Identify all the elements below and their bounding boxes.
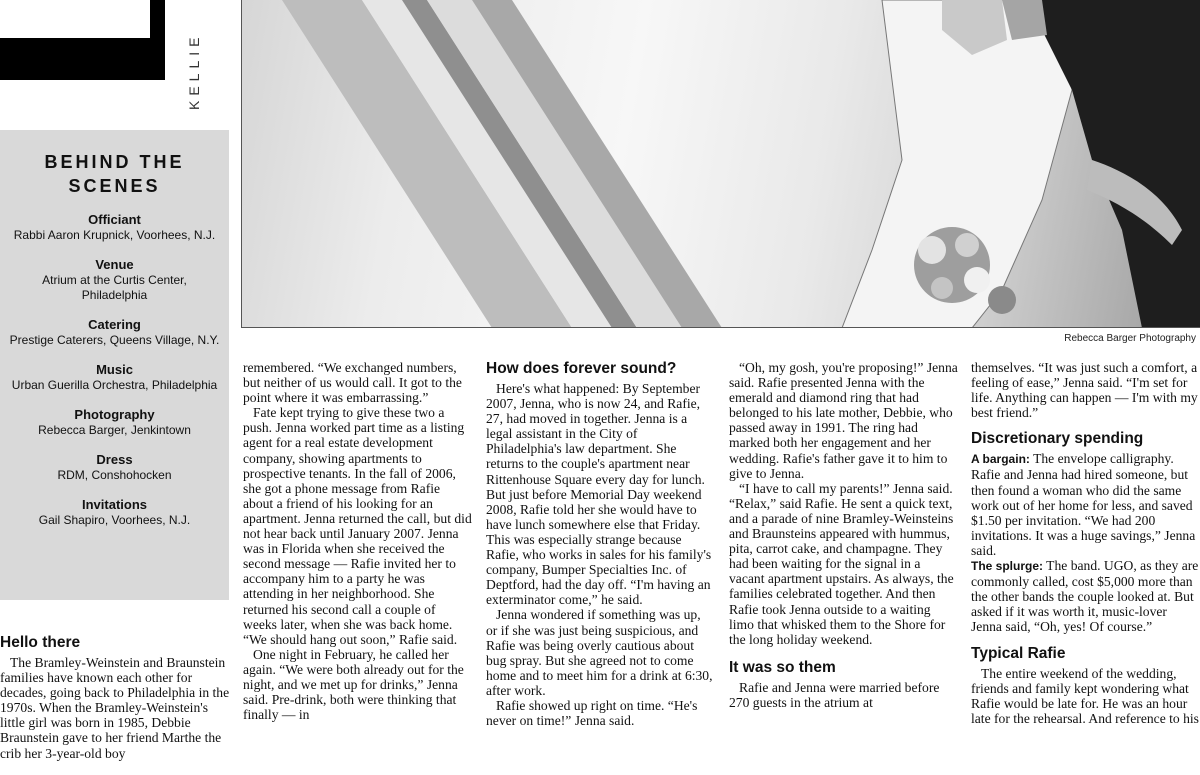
credit-item-music — [8, 362, 221, 393]
paragraph-text: The band. UGO, as they are commonly called, cost $5,000 more than the other bands the couple looked at. But asked if it was worth it, music-lover Jenna said, “Oh, yes! Of course.” — [971, 558, 1199, 635]
section-heading: Typical Rafie — [971, 644, 1066, 662]
paragraph-bargain — [971, 451, 1200, 558]
paragraph-text: The envelope calligraphy. Rafie and Jenna had hired someone, but then found a woman who did the same work out of her home for less, and saved $1.50 per invitation. “We had 200 invitations. It was a huge savings,” Jenna said. — [971, 451, 1196, 558]
credit-label: Venue — [95, 257, 134, 272]
bouquet-flower — [955, 233, 979, 257]
paragraph: Jenna wondered if something was up, or if she was just being suspicious, and Rafie was being overly cautious about bug spray. But she agreed not to come home and to meet him for a drink at 6:30, after work. — [486, 607, 713, 698]
paragraph: One night in February, he called her again. “We were both already out for the night, and we met up for drinks,” Jenna said. Pre-drink, both were thinking that finally — in — [243, 646, 464, 723]
credit-value: RDM, Conshohocken — [57, 468, 172, 482]
section-logo-cutout — [0, 0, 150, 38]
article-column-1 — [0, 634, 232, 775]
section-heading: Discretionary spending — [971, 430, 1144, 448]
credit-value: Atrium at the Curtis Center, Philadelphia — [42, 273, 187, 302]
paragraph: “I have to call my parents!” Jenna said. “Relax,” said Rafie. He sent a quick text, and a parade of nine Bramley-Weinsteins and Braunsteins appeared with hummus, pita, carrot cake, and champagne. They had been waiting for the signal in a vacant apartment upstairs. As always, the families celebrated together. And then Rafie took Jenna outside to a waiting limo that whisked them to the Shore for the long holiday weekend. — [729, 480, 954, 647]
article-column-5 — [971, 360, 1200, 775]
paragraph: themselves. “It was just such a comfort, a feeling of ease,” Jenna said. “I'm set for life. Anything can happen — I'm with my best friend.” — [971, 360, 1198, 421]
paragraph: “Oh, my gosh, you're proposing!” Jenna said. Rafie presented Jenna with the emerald and diamond ring that had belonged to his late mother, Debbie, who passed away in 1991. The ring had marked both her engagement and her wedding. Rafie's father gave it to him to give to Jenna. — [729, 360, 958, 481]
credit-label: Catering — [88, 317, 141, 332]
bouquet-flower — [931, 277, 953, 299]
credit-label: Music — [96, 362, 133, 377]
credit-value: Urban Guerilla Orchestra, Philadelphia — [11, 378, 218, 392]
credit-label: Dress — [96, 452, 133, 467]
credit-item-invitations — [8, 497, 221, 528]
credit-label: Officiant — [88, 212, 141, 227]
wedding-photo-illustration — [242, 0, 1200, 328]
section-heading: How does forever sound? — [486, 360, 677, 377]
credit-value: Gail Shapiro, Voorhees, N.J. — [38, 513, 191, 527]
wedding-photo — [241, 0, 1200, 328]
section-logo-block — [0, 0, 165, 80]
credit-item-dress — [8, 452, 221, 483]
section-heading: Hello there — [0, 634, 81, 651]
sidebar-title: BEHIND THE SCENES — [44, 152, 185, 196]
paragraph: Here's what happened: By September 2007, Jenna, who is now 24, and Rafie, 27, had moved in together. Jenna is a legal assistant in the City of Philadelphia's law department. She returns to the couple's apartment near Rittenhouse Square every day for lunch. But just before Memorial Day weekend 2008, Rafie told her she would have to have lunch somewhere else that Friday. This was especially strange because Rafie, who works in sales for his family's company, Bumper Specialties Inc. of Deptford, had the day off. “I'm having an exterminator come,” he said. — [486, 381, 712, 608]
behind-the-scenes-sidebar — [0, 130, 229, 600]
bouquet-flower — [964, 267, 990, 293]
paragraph: remembered. “We exchanged numbers, but neither of us would call. It got to the point where it was embarrassing.” — [243, 360, 462, 406]
paragraph: The Bramley-Weinstein and Braunstein families have known each other for decades, going back to Philadelphia in the 1970s. When the Bramley-Weinstein's little girl was born in 1985, Debbie Braunstein gave to her friend Marthe the crib her 3-year-old boy — [0, 655, 230, 761]
credit-value: Rebecca Barger, Jenkintown — [38, 423, 191, 437]
bouquet-flower — [918, 236, 946, 264]
credit-value: Prestige Caterers, Queens Village, N.Y. — [9, 333, 220, 347]
paragraph: Rafie and Jenna were married before 270 guests in the atrium at — [729, 679, 940, 710]
section-heading: It was so them — [729, 658, 836, 676]
lead-in: A bargain: — [971, 452, 1030, 467]
paragraph-splurge — [971, 558, 1200, 634]
paragraph: Fate kept trying to give these two a push. Jenna worked part time as a listing agent for a real estate development company, showing apartments to prospective tenants. In the fall of 2006, she got a phone message from Rafie about a friend of his looking for an apartment. Jenna returned the call, but did not hear back until January 2007. Jenna was in Florida when she received the second message — Rafie invited her to accompany him to a party he was attending in her neighborhood. She returned his second call a couple of weeks later, when she was back home. “We should hang out soon,” Rafie said. — [243, 405, 472, 647]
article-column-3 — [486, 360, 715, 775]
article-column-4 — [729, 360, 958, 775]
credit-item-catering — [8, 317, 221, 348]
credit-label: Photography — [74, 407, 155, 422]
article-column-2 — [243, 360, 472, 775]
vertical-byline: KELLIE — [186, 32, 202, 110]
credit-value: Rabbi Aaron Krupnick, Voorhees, N.J. — [13, 228, 216, 242]
photo-credit: Rebecca Barger Photography — [1064, 333, 1196, 344]
credit-item-photography — [8, 407, 221, 438]
credit-item-venue — [8, 257, 221, 303]
lead-in: The splurge: — [971, 559, 1044, 574]
bouquet-flower — [988, 286, 1016, 314]
credit-item-officiant — [8, 212, 221, 243]
paragraph: Rafie showed up right on time. “He's never on time!” Jenna said. — [486, 697, 698, 729]
credit-label: Invitations — [81, 497, 147, 512]
paragraph: The entire weekend of the wedding, friends and family kept wondering what Rafie would be late for. He was an hour late for the rehearsal. And reference to his — [971, 665, 1199, 726]
